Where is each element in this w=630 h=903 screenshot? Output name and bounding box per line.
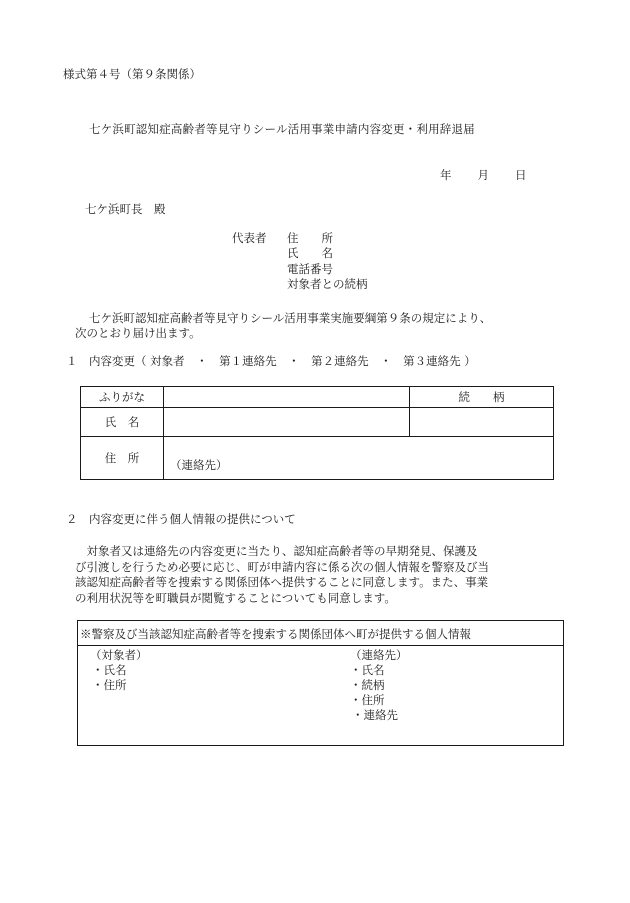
intro-line-2: 次のとおり届け出ます。 [75, 326, 201, 340]
name-label: 氏 名 [81, 408, 164, 437]
contact-info-list [350, 648, 408, 723]
representative-phone-label: 電話番号 [287, 262, 333, 276]
date-month-label: 月 [477, 168, 489, 182]
table-row [81, 408, 554, 437]
document-title: 七ケ浜町認知症高齢者等見守りシール活用事業申請内容変更・利用辞退届 [89, 122, 475, 136]
name-field[interactable] [164, 408, 410, 437]
date-line [440, 170, 527, 182]
address-label: 住 所 [81, 437, 164, 480]
intro-line-1: 七ケ浜町認知症高齢者等見守りシール活用事業実施要綱第９条の規定により、 [89, 311, 492, 325]
list-item: ・住所 [92, 678, 127, 692]
consent-line: 対象者又は連絡先の内容変更に当たり、認知症高齢者等の早期発見、保護及 [75, 544, 478, 558]
relationship-field[interactable] [410, 408, 554, 437]
list-item: ・住所 [350, 693, 385, 707]
consent-line: 該認知症高齢者等を捜索する関係団体へ提供することに同意します。また、事業 [75, 575, 489, 589]
subject-info-list [90, 648, 148, 693]
furigana-field[interactable] [164, 387, 410, 408]
list-item: ・連絡先 [352, 708, 398, 722]
consent-paragraph [75, 544, 570, 606]
section1-heading: １ 内容変更（ 対象者 ・ 第１連絡先 ・ 第２連絡先 ・ 第３連絡先 ） [66, 354, 476, 368]
representative-address-label: 住 所 [287, 231, 333, 245]
table-row [81, 437, 554, 480]
representative-relationship-label: 対象者との続柄 [287, 277, 368, 291]
representative-label: 代表者 [232, 231, 267, 245]
list-item: ・氏名 [92, 663, 127, 677]
subject-info-heading: （対象者） [90, 648, 148, 662]
address-contact-field[interactable] [164, 437, 554, 480]
addressee: 七ケ浜町長 殿 [85, 202, 166, 216]
personal-info-box-title: ※警察及び当該認知症高齢者等を捜索する関係団体へ町が提供する個人情報 [80, 627, 471, 641]
personal-info-box-header [78, 621, 563, 646]
consent-line: の利用状況等を町職員が閲覧することについても同意します。 [75, 590, 396, 605]
representative-name-label: 氏 名 [287, 246, 333, 260]
change-details-table [80, 386, 554, 480]
relationship-label: 続 柄 [410, 387, 554, 408]
form-number: 様式第４号（第９条関係） [63, 67, 201, 81]
personal-info-box [77, 620, 564, 746]
date-day-label: 日 [515, 168, 527, 182]
contact-label: （連絡先） [170, 458, 228, 472]
list-item: ・続柄 [350, 678, 385, 692]
consent-line: び引渡しを行うため必要に応じ、町が申請内容に係る次の個人情報を警察及び当 [75, 559, 489, 574]
furigana-label: ふりがな [81, 387, 164, 408]
intro-paragraph [75, 311, 565, 341]
contact-info-heading: （連絡先） [350, 648, 408, 662]
list-item: ・氏名 [350, 663, 385, 677]
section2-heading: ２ 内容変更に伴う個人情報の提供について [66, 512, 296, 526]
date-year-label: 年 [440, 168, 452, 182]
table-row [81, 387, 554, 408]
